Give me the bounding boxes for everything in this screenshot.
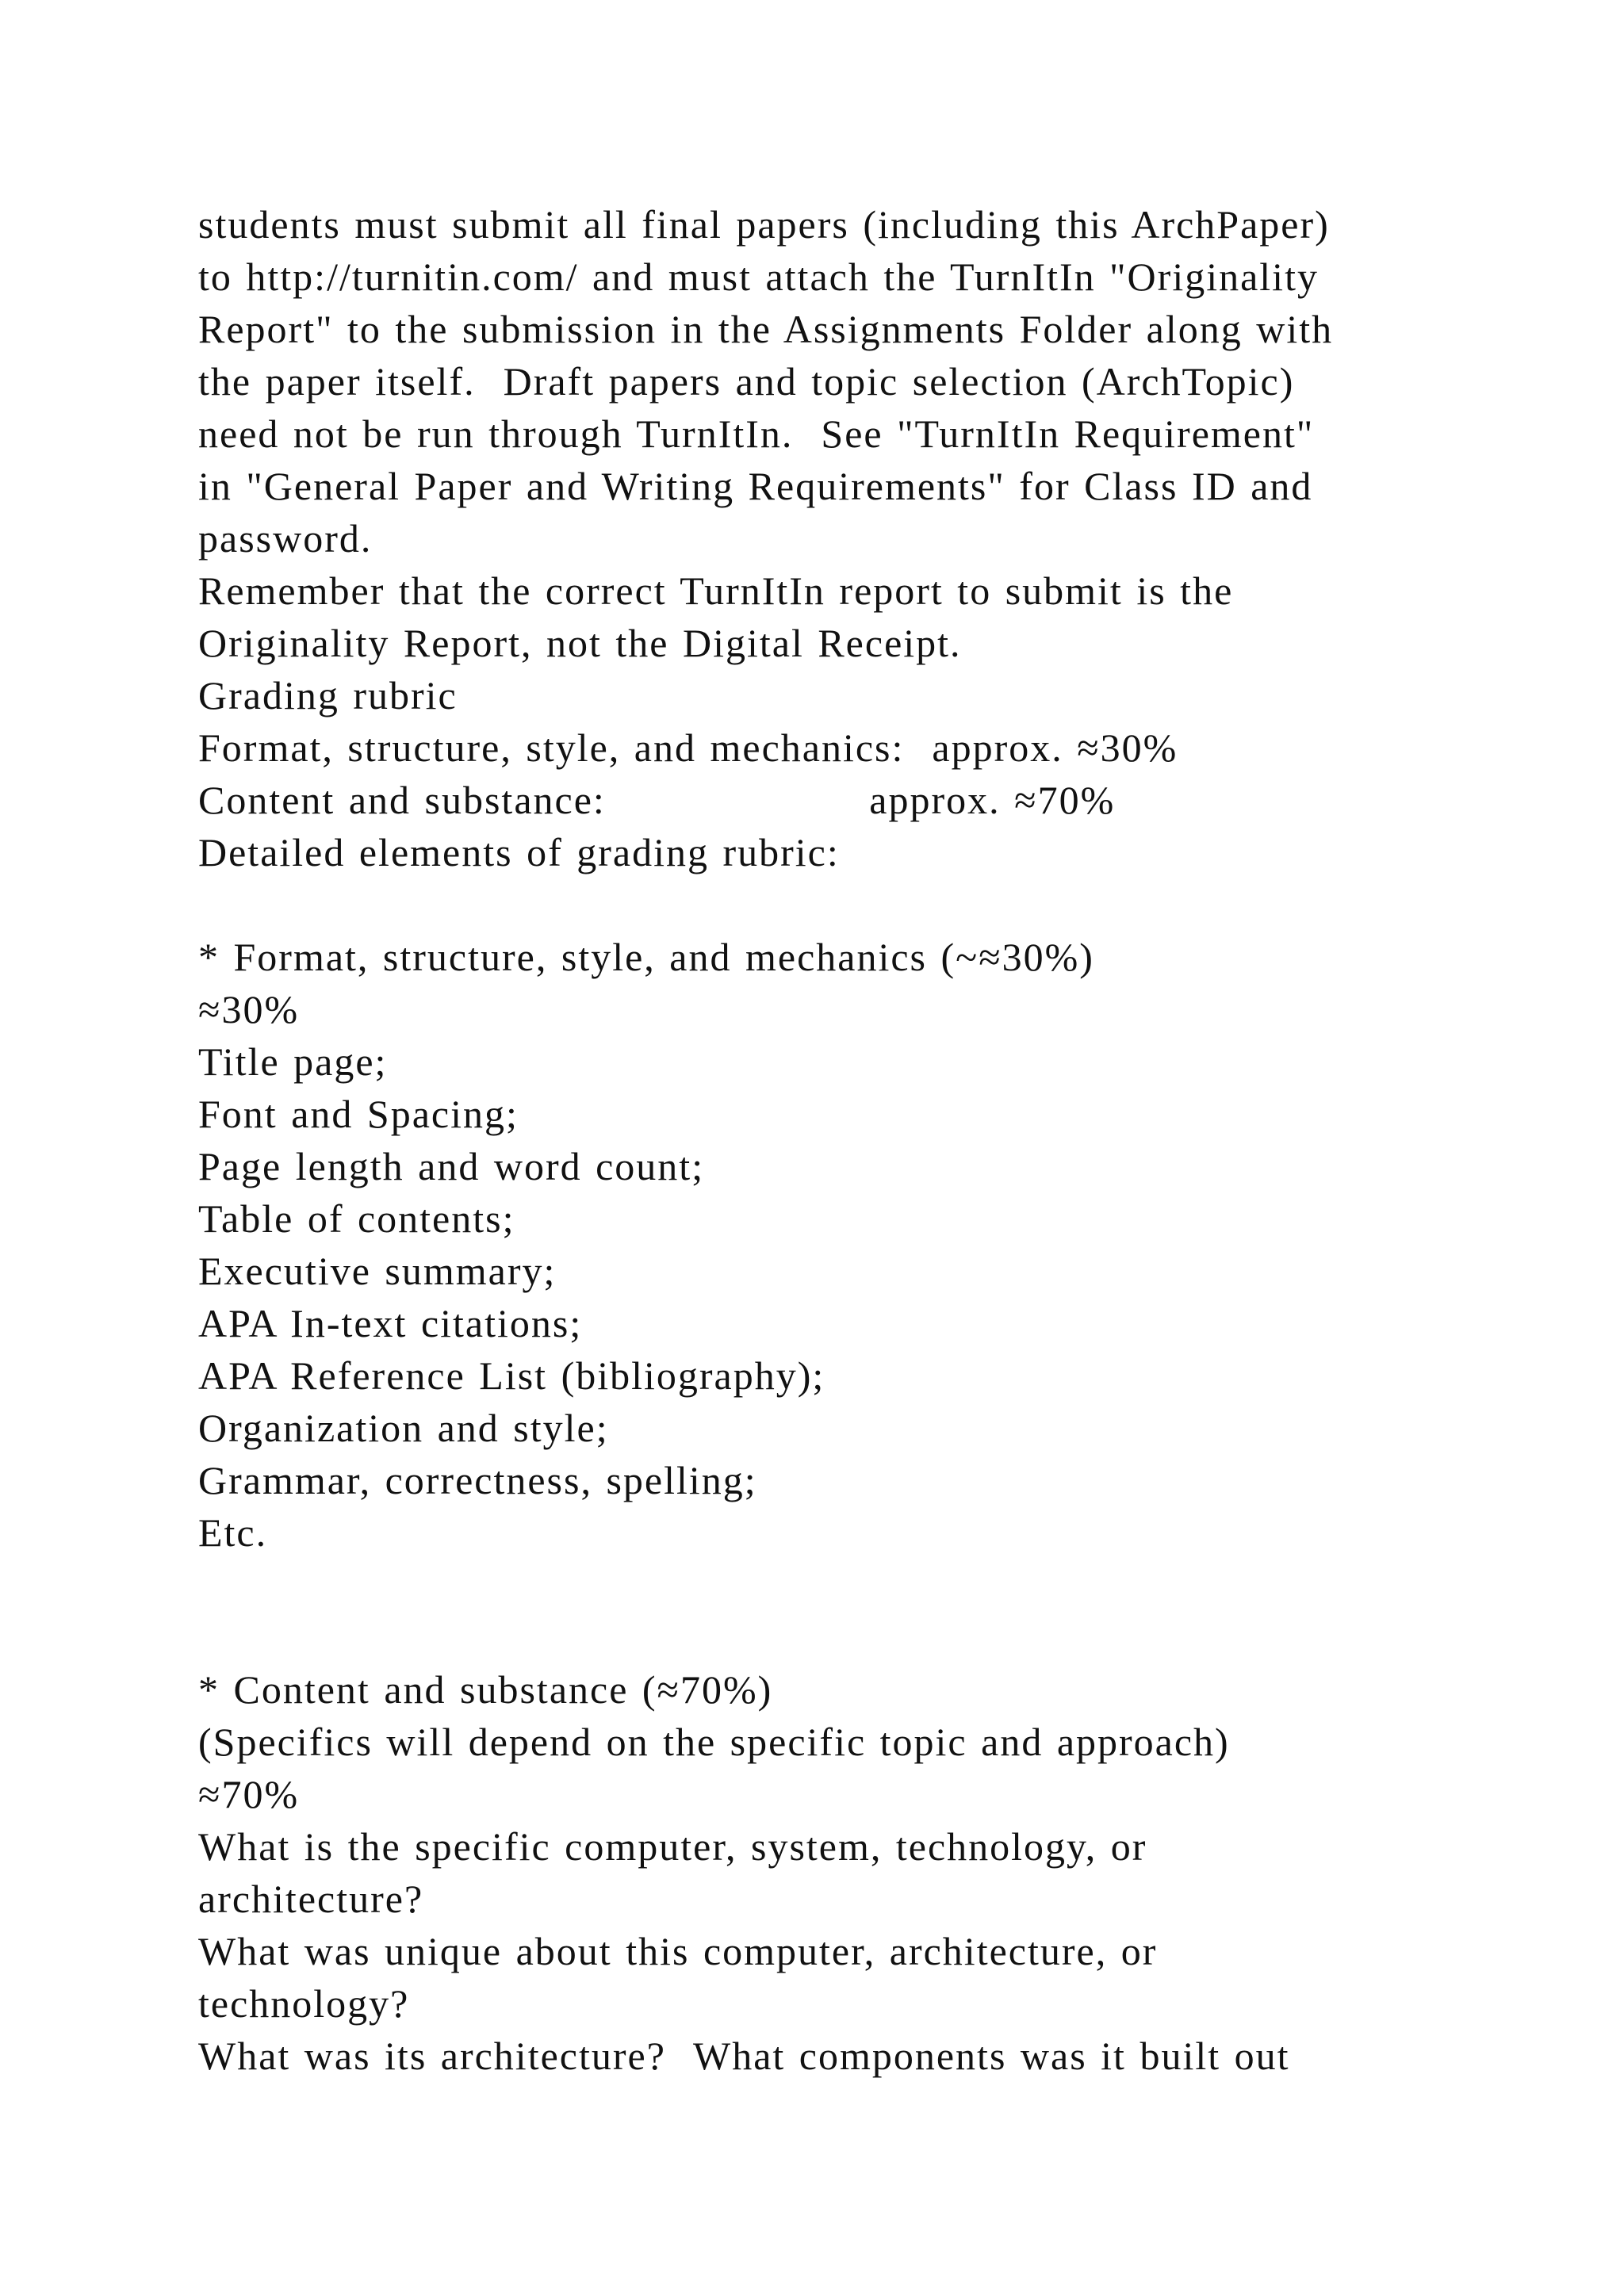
section-heading-grading-rubric: Grading rubric	[198, 673, 458, 718]
rubric-format-weight: Format, structure, style, and mechanics: approx. ≈30%	[198, 725, 1178, 770]
text-line: Detailed elements of grading rubric:	[198, 830, 840, 874]
document-body	[198, 198, 1507, 2082]
text-line: students must submit all final papers (including this ArchPaper)	[198, 202, 1330, 247]
list-item: Font and Spacing;	[198, 1092, 519, 1136]
list-item: Organization and style;	[198, 1406, 609, 1450]
blank-line	[198, 1611, 1507, 1663]
list-item: Etc.	[198, 1510, 268, 1555]
rubric-content-weight: Content and substance: approx. ≈70%	[198, 778, 1116, 822]
question-line: What is the specific computer, system, technology, or	[198, 1824, 1147, 1869]
blank-line	[198, 1559, 1507, 1611]
list-item: Grammar, correctness, spelling;	[198, 1458, 757, 1502]
question-line: architecture?	[198, 1877, 424, 1921]
text-line: (Specifics will depend on the specific topic and approach)	[198, 1720, 1230, 1764]
text-line: ≈30%	[198, 987, 300, 1031]
list-item: APA In-text citations;	[198, 1301, 583, 1345]
list-item: Table of contents;	[198, 1196, 515, 1241]
text-line: in "General Paper and Writing Requirements" for Class ID and	[198, 464, 1313, 508]
blank-line	[198, 878, 1507, 931]
text-line: Originality Report, not the Digital Receipt.	[198, 621, 962, 665]
question-line: What was its architecture? What components was it built out	[198, 2034, 1290, 2078]
rubric-format-heading: * Format, structure, style, and mechanics (~≈30%)	[198, 935, 1094, 979]
text-line: ≈70%	[198, 1772, 300, 1816]
text-line: need not be run through TurnItIn. See "TurnItIn Requirement"	[198, 411, 1315, 456]
question-line: technology?	[198, 1981, 410, 2026]
list-item: APA Reference List (bibliography);	[198, 1353, 825, 1398]
rubric-content-heading: * Content and substance (≈70%)	[198, 1667, 773, 1712]
list-item: Executive summary;	[198, 1249, 557, 1293]
text-line: to http://turnitin.com/ and must attach the TurnItIn "Originality	[198, 254, 1319, 299]
text-line: the paper itself. Draft papers and topic selection (ArchTopic)	[198, 359, 1295, 404]
text-line: password.	[198, 516, 373, 561]
list-item: Title page;	[198, 1039, 388, 1084]
list-item: Page length and word count;	[198, 1144, 705, 1188]
question-line: What was unique about this computer, architecture, or	[198, 1929, 1158, 1973]
text-line: Report" to the submission in the Assignments Folder along with	[198, 307, 1334, 351]
text-line: Remember that the correct TurnItIn report to submit is the	[198, 568, 1234, 613]
